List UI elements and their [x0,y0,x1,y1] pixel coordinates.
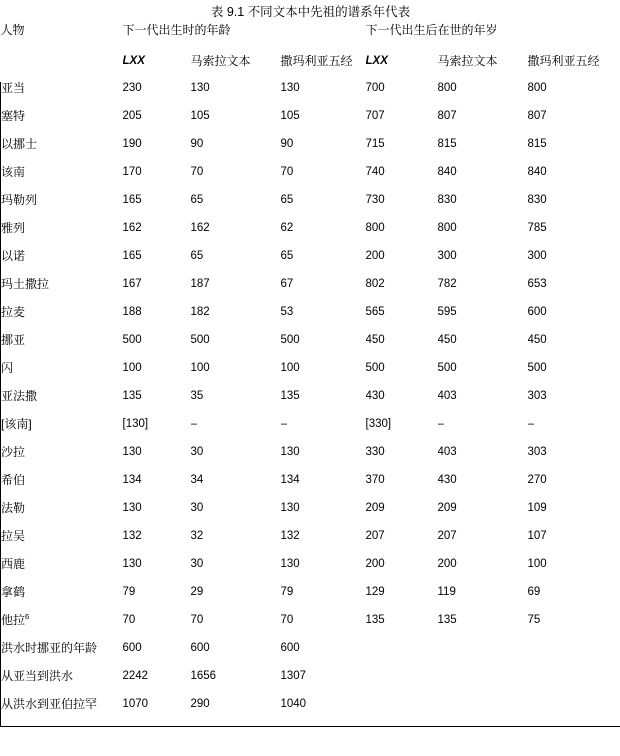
table-cell: 30 [190,558,204,570]
table-cell: 100 [190,362,210,374]
row-label-text: 希伯 [1,474,26,487]
row-label-text: 该南 [1,166,26,179]
column-header-4: LXX [365,55,388,67]
table-cell: 403 [437,446,457,458]
table-cell: 830 [437,194,457,206]
table-cell: 79 [122,586,136,598]
table-row [1,698,620,726]
table-cell: 700 [365,82,385,94]
row-label [1,306,123,334]
table-row [1,222,620,250]
table-row [1,250,620,278]
table-cell: 800 [365,222,385,234]
table-cell: 67 [280,278,294,290]
column-header-1: LXX [122,55,145,67]
table-cell: 403 [437,390,457,402]
row-label [1,446,123,474]
table-cell: 300 [528,250,620,278]
table-cell: 129 [365,586,385,598]
row-label-text: 以诺 [1,250,26,263]
table-cell: 70 [122,614,136,626]
table-cell: 170 [122,166,142,178]
table-cell: 782 [437,278,457,290]
row-label [1,698,123,726]
table-cell: 70 [190,614,204,626]
table-cell: 707 [365,110,385,122]
table-cell: 65 [280,250,294,262]
table-cell: 190 [122,138,142,150]
table-cell: 62 [280,222,294,234]
table-cell: 600 [280,642,300,654]
row-label [1,82,123,110]
table-cell: 30 [190,502,204,514]
row-label [1,362,123,390]
table-cell: 130 [280,82,300,94]
table-cell: 130 [122,558,142,570]
row-label-text: 洪水时挪亚的年龄 [1,642,98,655]
table-cell: – [280,418,287,430]
column-header-5: 马索拉文本 [437,55,498,68]
table-cell: – [528,418,620,446]
row-label-text: 以挪士 [1,138,38,151]
table-cell: 802 [365,278,385,290]
table-cell: 230 [122,82,142,94]
row-label [1,670,123,698]
table-cell: 807 [437,110,457,122]
table-row [1,474,620,502]
table-cell: 800 [437,222,457,234]
table-cell: 100 [280,362,300,374]
table-cell: 90 [280,138,294,150]
table-cell: 135 [437,614,457,626]
table-cell: 130 [280,502,300,514]
table-cell: 132 [122,530,142,542]
table-cell: 430 [437,474,457,486]
table-row [1,278,620,306]
table-cell: 130 [280,558,300,570]
table-row [1,306,620,334]
table-cell: 35 [190,390,204,402]
table-cell: 715 [365,138,385,150]
row-label-text: 从洪水到亚伯拉罕 [1,698,98,711]
table-row [1,334,620,362]
table-cell [528,698,620,726]
table-cell: 500 [122,334,142,346]
table-cell: 290 [191,698,281,726]
row-label [1,110,123,138]
group-header-age-at-birth: 下一代出生时的年龄 [122,23,231,37]
table-cell: 105 [190,110,210,122]
table-cell: 500 [528,362,620,390]
table-cell: 1040 [281,698,366,726]
table-cell: 200 [437,558,457,570]
column-header-6: 撒玛利亚五经 [527,55,600,68]
table-cell: 800 [437,82,457,94]
table-cell: 69 [528,586,620,614]
table-cell [366,670,438,698]
column-header-3: 撒玛利亚五经 [280,55,353,68]
row-label [1,474,123,502]
table-cell: 182 [190,306,210,318]
row-label-text: 挪亚 [1,334,26,347]
row-label [1,586,123,614]
table-cell: 135 [365,614,385,626]
table-cell: 130 [122,446,142,458]
table-cell: 600 [528,306,620,334]
table-row [1,558,620,586]
row-label-text: 从亚当到洪水 [1,670,74,683]
table-cell: 70 [280,614,294,626]
row-label-text: 他拉 [1,614,26,627]
table-title-row [1,0,620,24]
table-cell: 303 [528,446,620,474]
row-label-text: 拉吴 [1,530,26,543]
row-label [1,418,123,446]
table-cell: 162 [122,222,142,234]
table-cell: 165 [122,250,142,262]
table-cell [366,698,438,726]
table-cell: 209 [437,502,457,514]
table-row [1,642,620,670]
table-cell: 565 [365,306,385,318]
table-cell: 830 [528,194,620,222]
table-cell: 730 [365,194,385,206]
table-title: 表 9.1 不同文本中先祖的谱系年代表 [210,5,411,19]
table-cell: 29 [190,586,204,598]
table-row [1,446,620,474]
table-cell: 209 [365,502,385,514]
table-cell: 207 [437,530,457,542]
table-row [1,166,620,194]
table-cell: 130 [190,82,210,94]
row-label-text: 亚法撒 [1,390,38,403]
table-cell: 119 [437,586,456,598]
table-cell: 330 [365,446,385,458]
table-cell: 500 [190,334,210,346]
table-cell: 430 [365,390,385,402]
table-cell: 162 [190,222,210,234]
table-cell: 65 [280,194,294,206]
table-cell: 500 [365,362,385,374]
row-label-text: 雅列 [1,222,26,235]
table-cell: 370 [365,474,385,486]
table-cell: 450 [365,334,385,346]
table-cell: 785 [528,222,620,250]
table-cell: 134 [122,474,142,486]
table-cell: 70 [190,166,204,178]
table-row [1,82,620,110]
table-cell: 107 [528,530,620,558]
table-cell [528,670,620,698]
table-cell: 300 [437,250,457,262]
table-cell: 303 [528,390,620,418]
table-row [1,110,620,138]
table-cell: 70 [280,166,294,178]
table-cell: [130] [122,418,149,430]
row-label [1,614,123,642]
row-label-text: 玛土撒拉 [1,278,50,291]
row-label-text: 塞特 [1,110,26,123]
column-header-2: 马索拉文本 [190,55,251,68]
table-row [1,670,620,698]
table-cell: 200 [365,558,385,570]
table-cell: 450 [528,334,620,362]
table-cell [366,642,438,670]
table-cell [438,642,528,670]
table-cell: 79 [280,586,294,598]
row-label [1,390,123,418]
row-label [1,278,123,306]
table-row [1,530,620,558]
table-cell: 53 [280,306,294,318]
table-cell: 165 [122,194,142,206]
column-header-person: 人物 [0,23,25,37]
row-label [1,558,123,586]
table-row [1,418,620,446]
row-label [1,194,123,222]
table-cell: 840 [528,166,620,194]
group-header-row [1,24,620,55]
row-label [1,502,123,530]
row-label [1,334,123,362]
table-cell: 105 [280,110,300,122]
table-cell: 2242 [122,670,149,682]
table-cell: – [190,418,197,430]
row-label [1,530,123,558]
row-label-text: 西鹿 [1,558,26,571]
table-cell: 815 [528,138,620,166]
row-label [1,138,123,166]
table-cell: 109 [528,502,620,530]
table-cell: 500 [280,334,300,346]
table-row [1,138,620,166]
row-label-text: 沙拉 [1,446,26,459]
row-label-text: 拉麦 [1,306,26,319]
footnote-marker: 6 [25,614,30,621]
table-cell: 130 [280,446,300,458]
table-cell: 207 [365,530,385,542]
table-cell: 135 [122,390,142,402]
table-cell: 600 [122,642,142,654]
table-cell: 1656 [190,670,217,682]
table-cell: 135 [280,390,300,402]
table-row [1,194,620,222]
table-cell: 130 [122,502,142,514]
table-cell: 134 [280,474,300,486]
table-cell: – [437,418,444,430]
row-label-text: 拿鹤 [1,586,26,599]
table-cell: 740 [365,166,385,178]
table-cell: 90 [190,138,204,150]
table-cell: 595 [437,306,457,318]
row-label-text: 亚当 [1,82,26,95]
table-row [1,586,620,614]
table-cell: 1307 [280,670,307,682]
table-cell: 187 [190,278,210,290]
group-header-years-after-birth: 下一代出生后在世的年岁 [365,23,498,37]
table-cell [528,642,620,670]
row-label-text: [该南] [1,418,32,431]
table-row [1,390,620,418]
row-label-text: 法勒 [1,502,26,515]
row-label [1,642,123,670]
table-cell: 205 [122,110,142,122]
table-cell: 800 [528,82,620,110]
table-cell: 65 [190,194,204,206]
table-cell: 167 [122,278,142,290]
row-label-text: 玛勒列 [1,194,38,207]
table-cell: 450 [437,334,457,346]
table-cell: 188 [122,306,142,318]
table-cell [438,670,528,698]
table-cell: 75 [528,614,620,642]
table-cell: 840 [437,166,457,178]
table-cell: 132 [280,530,300,542]
row-label [1,222,123,250]
table-row [1,362,620,390]
table-cell: 807 [528,110,620,138]
table-cell: 30 [190,446,204,458]
table-cell: 65 [190,250,204,262]
table-row [1,502,620,530]
table-cell: 200 [365,250,385,262]
row-label-text: 闪 [1,362,14,375]
table-cell: 1070 [123,698,191,726]
table-cell: 100 [122,362,142,374]
row-label [1,166,123,194]
row-label [1,250,123,278]
table-row [1,614,620,642]
table-cell [438,698,528,726]
table-cell: 600 [190,642,210,654]
table-cell: 815 [437,138,457,150]
table-cell: 653 [528,278,620,306]
table-cell: 500 [437,362,457,374]
table-cell: 270 [528,474,620,502]
table-cell: 32 [190,530,204,542]
table-cell: 100 [528,558,620,586]
table-cell: 34 [190,474,204,486]
table-cell: [330] [365,418,392,430]
